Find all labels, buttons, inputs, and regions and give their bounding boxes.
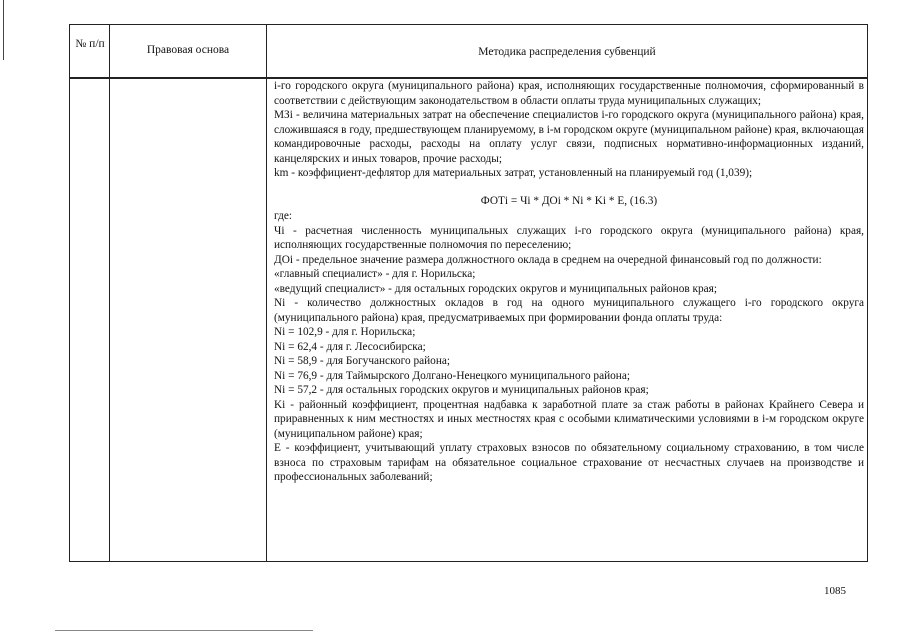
where-label: где: xyxy=(274,210,292,222)
definition-item: ДОi - предельное значение размера должностного оклада в среднем на очередной финансовый год по должности: xyxy=(274,253,822,266)
definition-item: Ni = 57,2 - для остальных городских округов и муниципальных районов края; xyxy=(274,384,649,396)
definition-item: Ni = 62,4 - для г. Лесосибирска; xyxy=(274,340,426,353)
definition-item: Ni = 76,9 - для Таймырского Долгано-Ненецкого муниципального района; xyxy=(274,369,630,382)
definition-item: Ni = 102,9 - для г. Норильска; xyxy=(274,326,416,338)
paragraph-continuation: i-го городского округа (муниципального района) края, исполняющих государственные полномочия, сформированный в соответствии с действующим законодательством в области оплаты труда муниципальных служащих; xyxy=(274,80,864,107)
column-divider-2 xyxy=(266,24,267,562)
definition-item: Ni = 58,9 - для Богучанского района; xyxy=(274,355,451,367)
paragraph-mz: МЗi - величина материальных затрат на обеспечение специалистов i-го городского округа (муниципального района) края, сложившаяся в году, предшествующем планируемому, в i-м городском округе (муниципальном районе) края, включающая командировочные расходы, расходы на оплату услуг связи, подписных нормативно-информационных изданий, канцелярских и иных товаров, прочие расходы; xyxy=(274,109,864,165)
definition-item: Ki - районный коэффициент, процентная надбавка к заработной плате за стаж работы в районах Крайнего Севера и приравненных к ним местностях и иных местностях края с особыми климатическими условиями в i-м городском округе (муниципальном районе) края; xyxy=(274,398,864,440)
scan-edge-line xyxy=(3,0,4,60)
header-number: № п/п xyxy=(75,38,105,50)
header-methodology: Методика распределения субвенций xyxy=(478,46,656,58)
methodology-text xyxy=(274,79,864,485)
paragraph-km: km - коэффициент-дефлятор для материальных затрат, установленный на планируемый год (1,039); xyxy=(274,167,753,179)
definition-item: «главный специалист» - для г. Норильска; xyxy=(274,268,476,280)
formula-16-3: ФОТi = Чi * ДОi * Ni * Ki * Е, (16.3) xyxy=(480,194,658,207)
footer-rule xyxy=(55,630,313,631)
definition-item: «ведущий специалист» - для остальных городских округов и муниципальных районов края; xyxy=(274,282,717,295)
column-divider-1 xyxy=(109,24,110,562)
definition-item: Е - коэффициент, учитывающий уплату страховых взносов по обязательному социальному страхованию, в том числе взноса по страховым тарифам на обязательное социальное страхование от несчастных случаев на производстве и профессиональных заболеваний; xyxy=(274,442,864,483)
header-legal-basis: Правовая основа xyxy=(146,44,230,56)
definition-item: Чi - расчетная численность муниципальных служащих i-го городского округа (муниципального района) края, исполняющих государственные полномочия по переселению; xyxy=(274,224,864,251)
page-number: 1085 xyxy=(824,585,846,597)
definition-item: Ni - количество должностных окладов в год на одного муниципального служащего i-го городского округа (муниципального района) края, предусматриваемых при формировании фонда оплаты труда: xyxy=(274,297,864,324)
